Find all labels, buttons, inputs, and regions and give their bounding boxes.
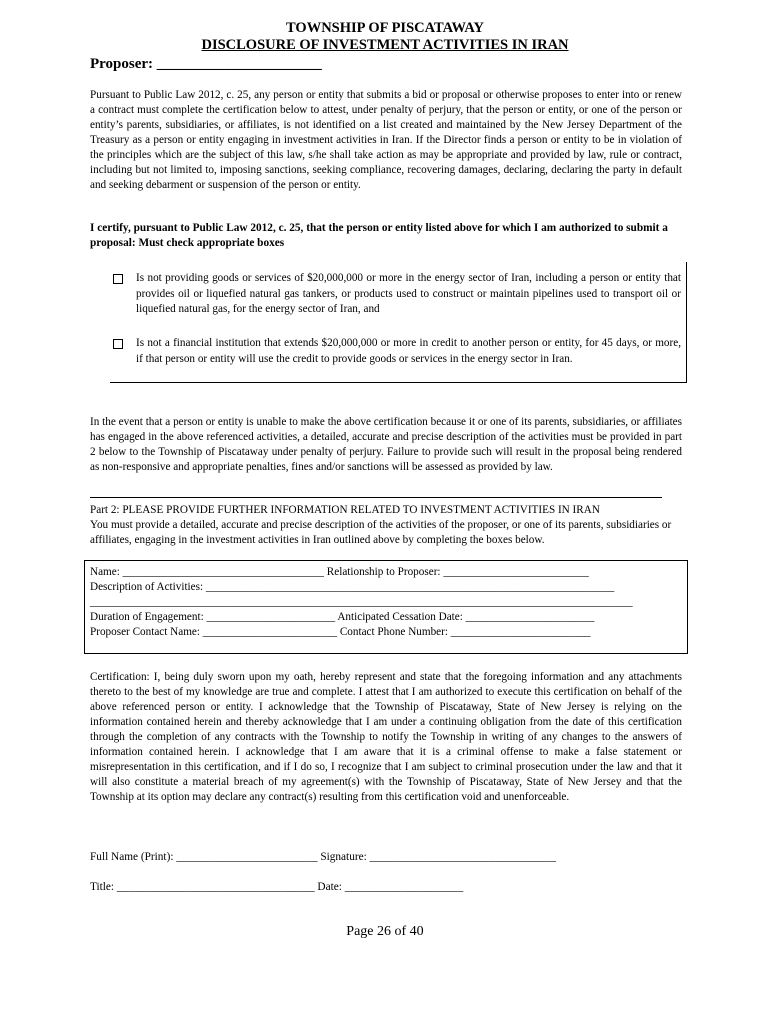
proposer-field[interactable]: Proposer: ______________________ bbox=[90, 56, 322, 72]
full-name-signature-field[interactable]: Full Name (Print): _________________________ Signature: _________________________________ bbox=[90, 851, 556, 863]
name-relationship-field[interactable]: Name: ____________________________________ Relationship to Proposer: __________________________ bbox=[90, 566, 589, 578]
intro-paragraph: Pursuant to Public Law 2012, c. 25, any person or entity that submits a bid or proposal or otherwise proposes to enter into or renew a contract must complete the certification below to attest, under penalty of perjury, that the person or entity, or one of the person or entity’s parents, subsidiaries, or affiliates, is not identified on a list created and maintained by the New Jersey Department of the Treasury as a person or entity engaging in investment activities in Iran. If the Director finds a person or entity to be in violation of the principles which are the subject of this law, s/he shall take action as may be appropriate and provided by law, rule or contract, including but not limited to, imposing sanctions, seeking compliance, recovering damages, declaring, declaring the party in default and seeking debarment or suspension of the person or entity. bbox=[90, 89, 682, 191]
page-number: Page 26 of 40 bbox=[346, 924, 424, 939]
title-date-field[interactable]: Title: ___________________________________ Date: _____________________ bbox=[90, 881, 464, 893]
description-continued-field[interactable]: _________________________________________________________________________________________________ bbox=[90, 596, 633, 608]
description-field[interactable]: Description of Activities: _________________________________________________________________________ bbox=[90, 581, 615, 593]
checkbox-label: Is not providing goods or services of $20,000,000 or more in the energy sector of Iran, including a person or entity that provides oil or liquefied natural gas tankers, or products used to construct or maintain pipelines used to transport oil or liquefied natural gas, for the energy sector of Iran, and bbox=[136, 272, 681, 315]
part2-heading: Part 2: PLEASE PROVIDE FURTHER INFORMATION RELATED TO INVESTMENT ACTIVITIES IN IRAN bbox=[90, 504, 600, 516]
document-title: TOWNSHIP OF PISCATAWAY bbox=[286, 20, 484, 36]
section-divider bbox=[90, 497, 662, 498]
checkbox-financial-institution[interactable] bbox=[113, 339, 123, 349]
duration-cessation-field[interactable]: Duration of Engagement: _______________________ Anticipated Cessation Date: _______________________ bbox=[90, 611, 595, 623]
part2-section bbox=[90, 503, 682, 548]
part2-instructions: You must provide a detailed, accurate and precise description of the activities of the proposer, or one of its parents, subsidiaries or affiliates, engaging in the investment activities in Iran outlined above by completing the boxes below. bbox=[90, 519, 672, 546]
document-subtitle: DISCLOSURE OF INVESTMENT ACTIVITIES IN IRAN bbox=[201, 37, 569, 53]
contact-name-phone-field[interactable]: Proposer Contact Name: ________________________ Contact Phone Number: _________________________ bbox=[90, 626, 591, 638]
certify-statement: I certify, pursuant to Public Law 2012, c. 25, that the person or entity listed above for which I am authorized to submit a proposal: Must check appropriate boxes bbox=[90, 222, 668, 249]
checkbox-energy-sector[interactable] bbox=[113, 274, 123, 284]
event-paragraph: In the event that a person or entity is unable to make the above certification because it or one of its parents, subsidiaries, or affiliates has engaged in the above referenced activities, a detailed, accurate and precise description of the activities must be provided in part 2 below to the Township of Piscataway under penalty of perjury. Failure to provide such will result in the proposal being rendered as non-responsive and appropriate penalties, fines and/or sanctions will be assessed as provided by law. bbox=[90, 416, 682, 473]
checkbox-label: Is not a financial institution that extends $20,000,000 or more in credit to another person or entity, for 45 days, or more, if that person or entity will use the credit to provide goods or services in the energy sector in Iran. bbox=[136, 337, 681, 365]
certification-paragraph: Certification: I, being duly sworn upon my oath, hereby represent and state that the foregoing information and any attachments thereto to the best of my knowledge are true and complete. I attest that I am authorized to execute this certification on behalf of the above referenced person or entity. I acknowledge that the Township of Piscataway, State of New Jersey is relying on the information contained herein and thereby acknowledge that I am under a continuing obligation from the date of this certification through the completion of any contracts with the Township to notify the Township in writing of any changes to the answers of information contained herein. I acknowledge that I am aware that it is a criminal offense to make a false statement or misrepresentation in this certification, and if I do so, I recognize that I am subject to criminal prosecution under the law and that it will also constitute a material breach of my agreement(s) with the Township of Piscataway, State of New Jersey and that the Township at its option may declare any contract(s) resulting from this certification void and unenforceable. bbox=[90, 671, 682, 803]
